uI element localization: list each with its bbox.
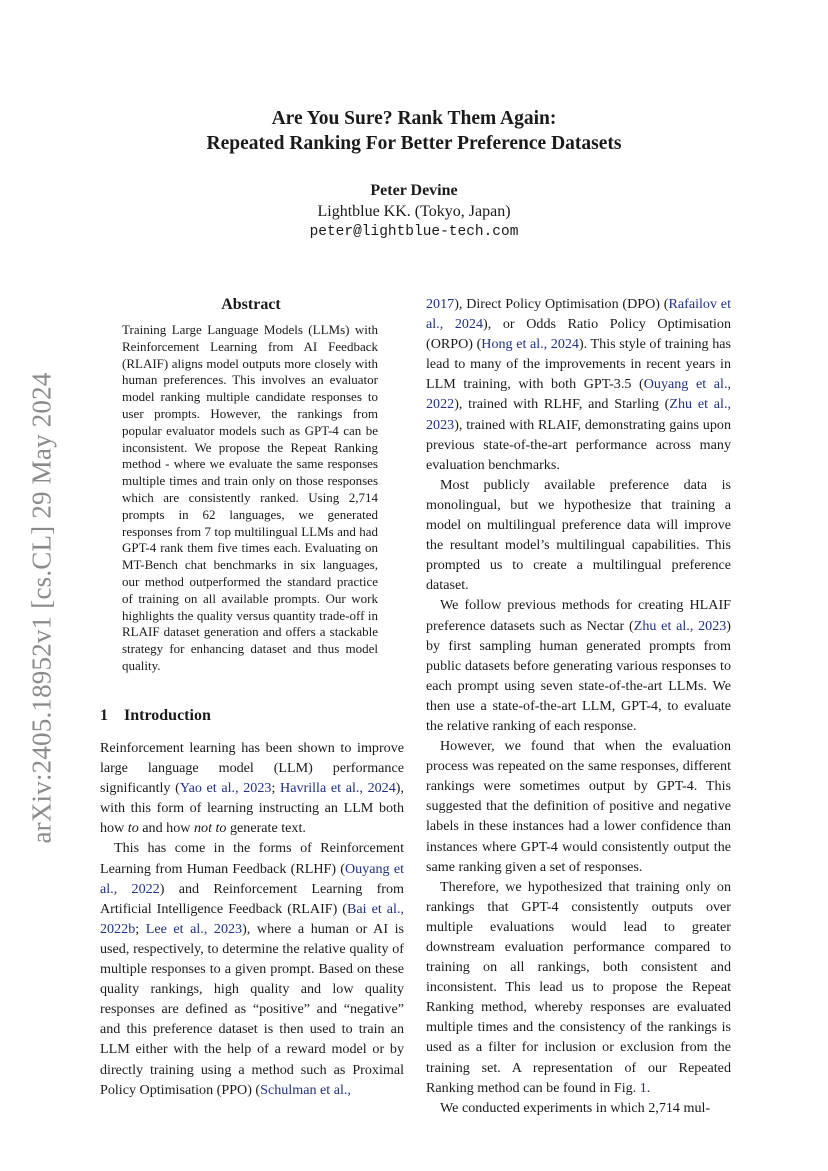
citation-link[interactable]: Hong et al., 2024 — [481, 336, 579, 353]
arxiv-identifier — [22, 355, 62, 860]
abstract-text: Training Large Language Models (LLMs) with Reinforcement Learning from AI Feedback (RLAIF) aligns model outputs more closely with human preferences. This involves an evaluator model ranking multiple candidate responses to user prompts. However, the rankings from popular evaluator models such as GPT-4 can be inconsistent. We propose the Repeat Ranking method - where we evaluate the same responses multiple times and train only on those responses which are consistently ranked. Using 2,714 prompts in 62 languages, we generated responses from 7 top multilingual LLMs and had GPT-4 rank them five times each. Evaluating on MT-Bench chat benchmarks in six languages, our method outperformed the standard practice of training on all available prompts. Our work highlights the quality versus quantity trade-off in RLAIF dataset generation and offers a stackable strategy for enhancing dataset and thus model quality. — [122, 322, 378, 673]
figure-reference-link[interactable]: 1 — [639, 1079, 647, 1096]
citation-link[interactable]: Schulman et al., — [260, 1081, 351, 1098]
citation-link[interactable]: Ouyang et al., 2022 — [100, 860, 404, 897]
paragraph-intro-6: Therefore, we hypothesized that training only on rankings that GPT-4 consistently outputs over multiple evaluations would lead to greater downstream evaluation performance compared to training on all rankings, both consistent and inconsistent. This lead us to propose the Repeat Ranking method, whereby responses are evaluated multiple times and the consistency of the rankings is used as a filter for inclusion or exclusion from the training set. A representation of our Repeated Ranking method can be found in Fig. 1. — [426, 878, 731, 1096]
citation-link[interactable]: 2017 — [426, 296, 455, 312]
paper-title-line-2: Repeated Ranking For Better Preference Datasets — [206, 133, 622, 154]
citation-link[interactable]: Bai et al., 2022b — [100, 900, 404, 937]
author-email: peter@lightblue-tech.com — [309, 224, 519, 240]
paragraph-intro-2-part-1: This has come in the forms of Reinforcement Learning from Human Feedback (RLHF) (Ouyang et al., 2022) and Reinforcement Learning from Artificial Intelligence Feedback (RLAIF) (Bai et al., 2022b; Lee et al., 2023), where a human or AI is used, respectively, to determine the relative quality of multiple responses to a given prompt. Based on these quality rankings, high quality and low quality responses are defined as “positive” and “negative” and this preference dataset is then used to train an LLM either with the help of a reward model or by directly training using a method such as Proximal Policy Optimisation (PPO) (Schulman et al., — [100, 840, 404, 1098]
paragraph-intro-2-part-2: 2017), Direct Policy Optimisation (DPO) (Rafailov et al., 2024), or Odds Ratio Policy Optimisation (ORPO) (Hong et al., 2024). This style of training has lead to many of the improvements in recent years in LLM training, with both GPT-3.5 (Ouyang et al., 2022), trained with RLHF, and Starling (Zhu et al., 2023), trained with RLAIF, demonstrating gains upon previous state-of-the-art performance across many evaluation benchmarks. — [426, 296, 732, 473]
section-number: 1 — [100, 707, 108, 724]
paragraph-intro-1: Reinforcement learning has been shown to improve large language model (LLM) performance significantly (Yao et al., 2023; Havrilla et al., 2024), with this form of learning instructing an LLM both how to and how not to generate text. — [100, 740, 404, 837]
paragraph-intro-3: Most publicly available preference data is monolingual, but we hypothesize that training a model on multilingual preference data will improve the resultant model’s multilingual capabilities. This prompted us to create a multilingual preference dataset. — [426, 476, 731, 594]
citation-link[interactable]: Havrilla et al., 2024 — [280, 780, 396, 797]
paragraph-intro-5: However, we found that when the evaluation process was repeated on the same responses, different rankings were sometimes output by GPT-4. This suggested that the definition of positive and negative labels in these instances had a lower confidence than instances where GPT-4 would consistently output the same ranking given a set of responses. — [426, 738, 731, 875]
author-block — [0, 181, 828, 243]
paragraph-intro-7: We conducted experiments in which 2,714 mul- — [440, 1099, 711, 1116]
paper-title — [0, 106, 828, 156]
right-column-body — [426, 294, 731, 1118]
author-affiliation: Lightblue KK. (Tokyo, Japan) — [317, 202, 511, 220]
author-name: Peter Devine — [370, 182, 458, 199]
abstract-heading: Abstract — [221, 296, 281, 313]
citation-link[interactable]: Zhu et al., 2023 — [633, 617, 727, 634]
paragraph-intro-4: We follow previous methods for creating HLAIF preference datasets such as Nectar (Zhu et al., 2023) by first sampling human generated prompts from public datasets before generating various responses to each prompt using seven state-of-the-art LLMs. We then use a state-of-the-art LLM, GPT-4, to evaluate the relative ranking of each response. — [426, 597, 731, 734]
paper-title-line-1: Are You Sure? Rank Them Again: — [271, 108, 557, 129]
section-heading-introduction — [100, 707, 211, 725]
left-column-body — [100, 738, 404, 1100]
citation-link[interactable]: Zhu et al., 2023 — [426, 396, 732, 433]
citation-link[interactable]: Yao et al., 2023 — [179, 780, 272, 797]
citation-link[interactable]: Ouyang et al., 2022 — [426, 376, 731, 413]
citation-link[interactable]: Lee et al., 2023 — [145, 920, 243, 937]
arxiv-identifier-text: arXiv:2405.18952v1 [cs.CL] 29 May 2024 — [26, 371, 57, 844]
citation-link[interactable]: Rafailov et al., 2024 — [426, 296, 731, 333]
section-title: Introduction — [124, 707, 211, 724]
